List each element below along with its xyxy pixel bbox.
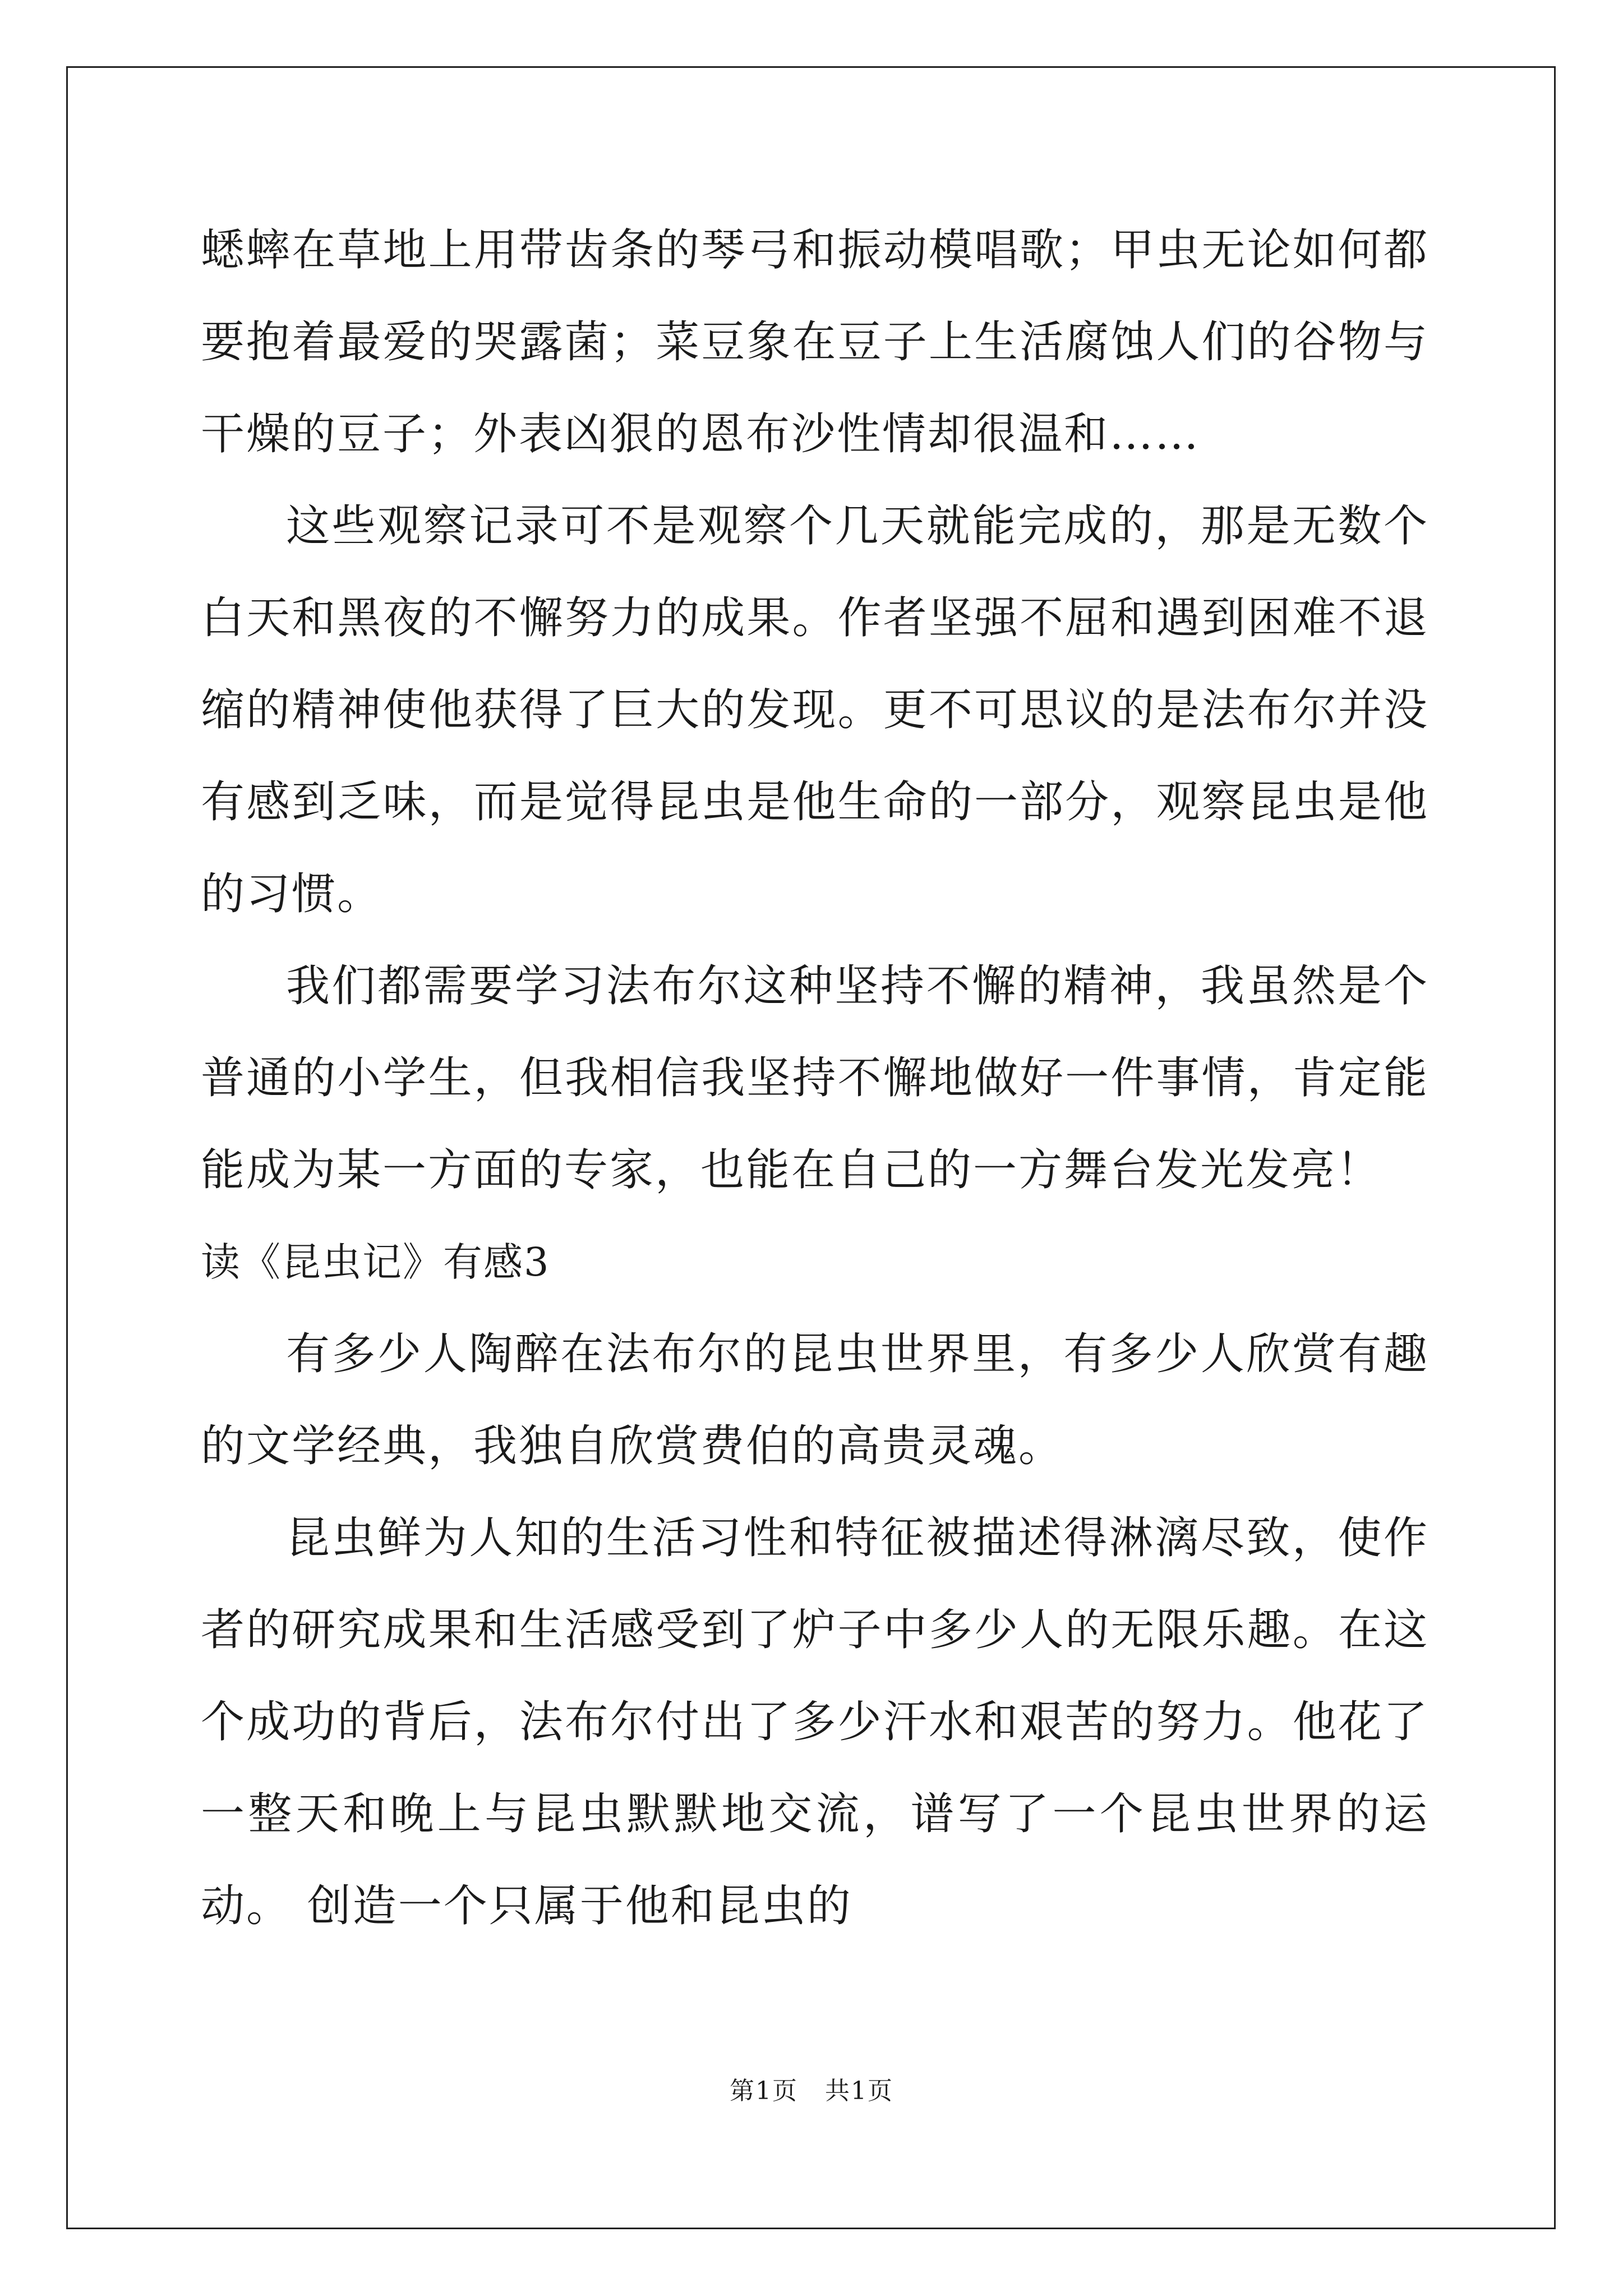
paragraph-2: 这些观察记录可不是观察个几天就能完成的，那是无数个白天和黑夜的不懈努力的成果。作者坚强不屈和遇到困难不退缩的精神使他获得了巨大的发现。更不可思议的是法布尔并没有感到乏味，而是觉得昆虫是他生命的一部分，观察昆虫是他的习惯。 xyxy=(201,501,1429,919)
page-number: 第1页 xyxy=(730,2077,799,2105)
section-heading: 读《昆虫记》有感3 xyxy=(201,1239,550,1285)
footer-gap xyxy=(798,2077,825,2105)
paragraph-5: 昆虫鲜为人知的生活习性和特征被描述得淋漓尽致，使作者的研究成果和生活感受到了炉子中多少人的无限乐趣。在这个成功的背后，法布尔付出了多少汗水和艰苦的努力。他花了一整天和晚上与昆虫默默地交流，谱写了一个昆虫世界的运动。 创造一个只属于他和昆虫的 xyxy=(201,1513,1429,1931)
paragraph-3: 我们都需要学习法布尔这种坚持不懈的精神，我虽然是个普通的小学生，但我相信我坚持不懈地做好一件事情，肯定能能成为某一方面的专家，也能在自己的一方舞台发光发亮！ xyxy=(201,961,1429,1195)
page-total: 共1页 xyxy=(824,2077,893,2105)
paragraph-4: 有多少人陶醉在法布尔的昆虫世界里，有多少人欣赏有趣的文学经典，我独自欣赏费伯的高贵灵魂。 xyxy=(201,1329,1429,1471)
document-body xyxy=(201,204,1429,1952)
paragraph-1: 蟋蟀在草地上用带齿条的琴弓和振动模唱歌；甲虫无论如何都要抱着最爱的哭露菌；菜豆象在豆子上生活腐蚀人们的谷物与干燥的豆子；外表凶狠的恩布沙性情却很温和…… xyxy=(201,225,1429,459)
page-footer xyxy=(0,2074,1623,2108)
